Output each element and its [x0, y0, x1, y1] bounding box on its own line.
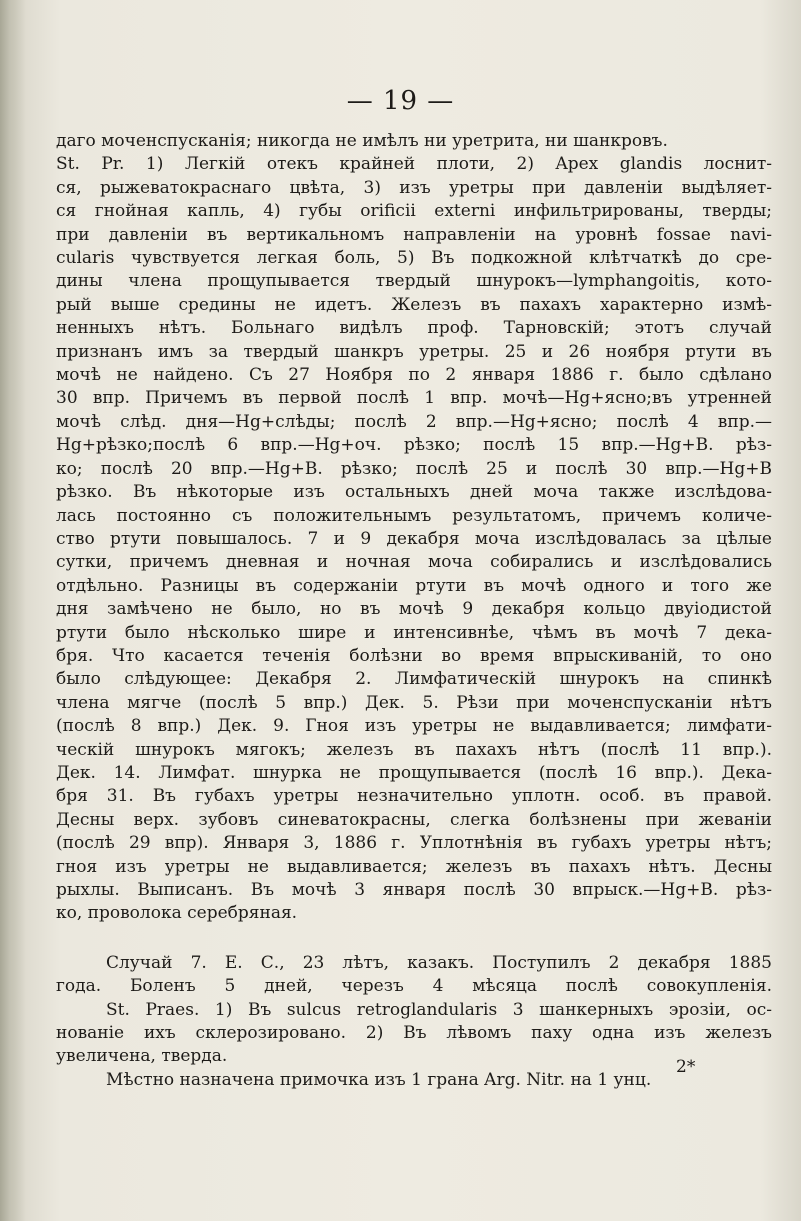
text-line: рыхлы. Выписанъ. Въ мочѣ 3 января послѣ 30 впрыск.—Hg+В. рѣз-: [56, 880, 772, 900]
text-line: лась постоянно съ положительнымъ результатомъ, причемъ количе-: [56, 505, 772, 526]
signature-mark: 2*: [676, 1057, 696, 1077]
text-line: рый выше средины не идетъ. Железъ въ пахахъ характерно измѣ-: [56, 294, 772, 315]
text-line: члена мягче (послѣ 5 впр.) Дек. 5. Рѣзи при моченспусканіи нѣтъ: [56, 692, 772, 713]
text-line: cularis чувствуется легкая боль, 5) Въ подкожной клѣтчаткѣ до сре-: [56, 248, 772, 269]
text-line: (послѣ 29 впр). Января 3, 1886 г. Уплотнѣнія въ губахъ уретры нѣтъ;: [56, 833, 772, 854]
text-line: при давленіи въ вертикальномъ направленіи на уровнѣ fossae navi-: [56, 224, 772, 245]
text-line: St. Pr. 1) Легкій отекъ крайней плоти, 2) Apex glandis лоснит-: [56, 154, 772, 175]
text-line: (послѣ 8 впр.) Дек. 9. Гноя изъ уретры не выдавливается; лимфати-: [56, 716, 772, 737]
text-line: Десны верх. зубовъ синеватокрасны, слегка болѣзнены при жеваніи: [56, 809, 772, 830]
text-line: отдѣльно. Разницы въ содержаніи ртути въ мочѣ одного и того же: [56, 575, 772, 596]
text-line: мочѣ слѣд. дня—Hg+слѣды; послѣ 2 впр.—Hg+ясно; послѣ 4 впр.—: [56, 411, 772, 432]
text-line: Случай 7. Е. С., 23 лѣтъ, казакъ. Поступилъ 2 декабря 1885: [106, 952, 772, 973]
text-line: нованіе ихъ склерозировано. 2) Въ лѣвомъ паху одна изъ железъ: [56, 1023, 772, 1044]
text-line: дня замѣчено не было, но въ мочѣ 9 декабря кольцо двуіодистой: [56, 599, 772, 620]
paragraph-case-6: [56, 130, 772, 926]
text-line: St. Praes. 1) Въ sulcus retroglandularis 3 шанкерныхъ эрозіи, ос-: [106, 999, 772, 1020]
text-line: мочѣ не найдено. Съ 27 Ноября по 2 января 1886 г. было сдѣлано: [56, 365, 772, 386]
text-line: ся, рыжеватокраснаго цвѣта, 3) изъ уретры при давленіи выдѣляет-: [56, 177, 772, 198]
text-line: Мѣстно назначена примочка изъ 1 грана Arg. Nitr. на 1 унц.: [106, 1069, 652, 1090]
text-line: ко; послѣ 20 впр.—Hg+В. рѣзко; послѣ 25 и послѣ 30 впр.—Hg+В: [56, 458, 772, 479]
text-line: ся гнойная капль, 4) губы orificii externi инфильтрированы, тверды;: [56, 201, 772, 222]
text-line: ртути было нѣсколько шире и интенсивнѣе, чѣмъ въ мочѣ 7 дека-: [56, 622, 772, 643]
paragraph-gap: [56, 926, 772, 952]
text-line: рѣзко. Въ нѣкоторые изъ остальныхъ дней моча также изслѣдова-: [56, 482, 772, 503]
paragraph-case-7: [56, 952, 772, 1092]
text-line: признанъ имъ за твердый шанкръ уретры. 25 и 26 ноября ртути въ: [56, 341, 772, 362]
text-line: ство ртути повышалось. 7 и 9 декабря моча изслѣдовалась за цѣлые: [56, 528, 772, 549]
text-line: ко, проволока серебряная.: [56, 903, 298, 924]
binding-shadow: [0, 0, 26, 1221]
text-line: 30 впр. Причемъ въ первой послѣ 1 впр. мочѣ—Hg+ясно;въ утренней: [56, 388, 772, 409]
text-line: Дек. 14. Лимфат. шнурка не прощупывается (послѣ 16 впр.). Дека-: [56, 762, 772, 783]
body-text: [56, 130, 772, 1092]
text-line: бря 31. Въ губахъ уретры незначительно уплотн. особ. въ правой.: [56, 786, 772, 807]
text-line: бря. Что касается теченія болѣзни во время впрыскиваній, то оно: [56, 645, 772, 666]
text-line: ненныхъ нѣтъ. Больнаго видѣлъ проф. Тарновскій; этотъ случай: [56, 318, 772, 339]
text-line: сутки, причемъ дневная и ночная моча собирались и изслѣдовались: [56, 552, 772, 573]
text-line: гноя изъ уретры не выдавливается; железъ въ пахахъ нѣтъ. Десны: [56, 856, 772, 877]
text-line: года. Боленъ 5 дней, черезъ 4 мѣсяца послѣ совокупленія.: [56, 976, 772, 997]
text-line: было слѣдующее: Декабря 2. Лимфатическій шнурокъ на спинкѣ: [56, 669, 772, 690]
text-line: дины члена прощупывается твердый шнурокъ—lymphangoitis, кото-: [56, 271, 772, 292]
text-line: даго моченспусканія; никогда не имѣлъ ни уретрита, ни шанкровъ.: [56, 131, 668, 151]
text-line: ческій шнурокъ мягокъ; железъ въ пахахъ нѣтъ (послѣ 11 впр.).: [56, 739, 772, 760]
page-number: — 19 —: [346, 86, 455, 116]
text-line: увеличена, тверда.: [56, 1046, 228, 1067]
text-line: Hg+рѣзко;послѣ 6 впр.—Hg+оч. рѣзко; послѣ 15 впр.—Hg+В. рѣз-: [56, 435, 772, 456]
